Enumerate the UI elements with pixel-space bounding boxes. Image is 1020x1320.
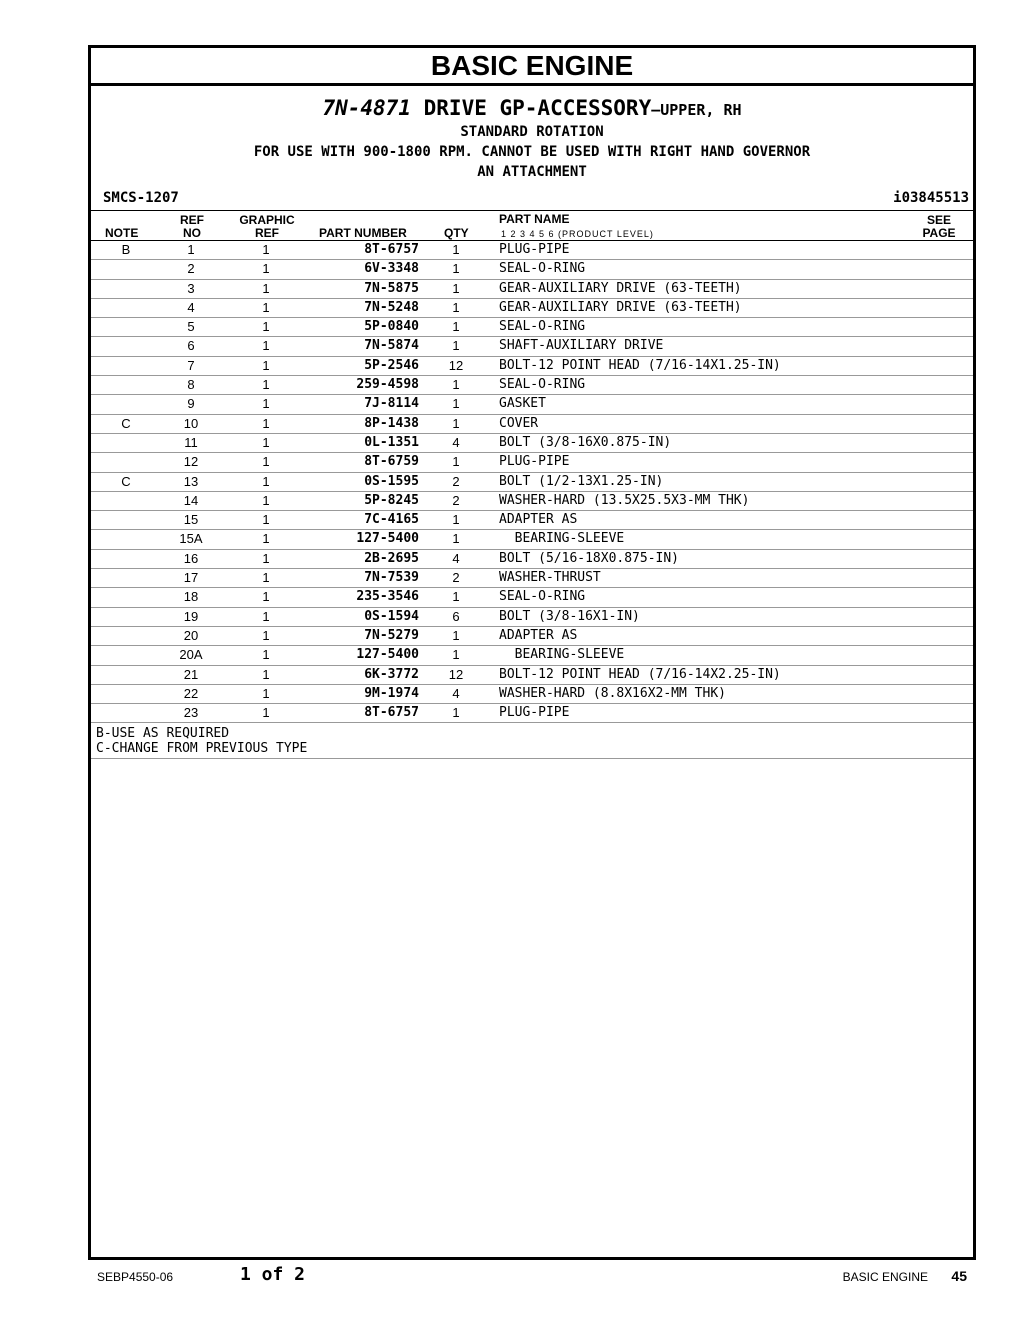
part-name: BOLT (3/8-16X1-IN) — [499, 608, 640, 624]
part-number: 8T-6757 — [364, 242, 419, 257]
ref-no: 9 — [187, 396, 195, 412]
table-row — [91, 704, 973, 723]
part-number: 0S-1595 — [364, 473, 419, 489]
part-number: 9M-1974 — [364, 685, 419, 701]
col-graphic-bottom: REF — [255, 226, 279, 240]
page-footer — [0, 1262, 1020, 1292]
note-c: C-CHANGE FROM PREVIOUS TYPE — [96, 741, 308, 757]
ref-no: 8 — [187, 377, 195, 393]
ref-no: 6 — [187, 338, 195, 354]
ref-no: 14 — [183, 492, 199, 508]
parts-table-body — [91, 241, 973, 723]
quantity: 4 — [452, 685, 460, 701]
row-note: C — [121, 415, 131, 431]
part-number: 7J-8114 — [364, 396, 419, 412]
part-number: 7N-5279 — [364, 627, 419, 643]
page-number: 45 — [951, 1268, 967, 1284]
ref-no: 12 — [183, 454, 199, 470]
part-name: GASKET — [499, 396, 546, 412]
table-row — [91, 395, 973, 414]
ref-no: 11 — [184, 434, 198, 450]
graphic-ref: 1 — [262, 492, 270, 508]
ref-no: 20 — [183, 627, 199, 643]
graphic-ref: 1 — [262, 570, 270, 586]
part-number: 259-4598 — [356, 377, 419, 393]
col-note: NOTE — [105, 226, 139, 240]
ref-no: 7 — [187, 357, 195, 373]
graphic-ref: 1 — [262, 550, 270, 566]
part-name: BOLT-12 POINT HEAD (7/16-14X2.25-IN) — [499, 666, 781, 682]
quantity: 1 — [452, 319, 460, 335]
graphic-ref: 1 — [262, 705, 270, 721]
quantity: 1 — [452, 261, 460, 277]
part-name: WASHER-HARD (8.8X16X2-MM THK) — [499, 685, 726, 701]
part-name: ADAPTER AS — [499, 627, 578, 643]
table-row — [91, 376, 973, 395]
table-header — [91, 211, 973, 241]
ref-no: 4 — [187, 299, 195, 315]
ref-no: 15 — [183, 512, 199, 528]
ref-no: 20A — [179, 647, 203, 663]
col-ref-bottom: NO — [183, 226, 201, 240]
group-name-suffix: —UPPER, RH — [651, 101, 742, 119]
part-number: 5P-8245 — [364, 492, 419, 508]
table-row — [91, 453, 973, 472]
graphic-ref: 1 — [262, 666, 270, 682]
section-banner: BASIC ENGINE — [91, 48, 973, 86]
part-number: 6V-3348 — [364, 261, 419, 277]
part-name: BOLT (3/8-16X0.875-IN) — [499, 434, 672, 450]
table-row — [91, 241, 973, 260]
title-line-2: FOR USE WITH 900-1800 RPM. CANNOT BE USED WITH RIGHT HAND GOVERNOR — [253, 144, 811, 160]
part-number: 7N-7539 — [364, 570, 419, 586]
graphic-ref: 1 — [262, 280, 270, 296]
table-row — [91, 608, 973, 627]
table-row — [91, 627, 973, 646]
page-of: 1 of 2 — [240, 1264, 306, 1285]
group-title — [91, 96, 973, 122]
table-row — [91, 646, 973, 665]
part-number: 7N-5874 — [364, 338, 419, 354]
table-row — [91, 434, 973, 453]
quantity: 2 — [452, 492, 460, 508]
quantity: 4 — [452, 550, 460, 566]
ref-no: 15A — [179, 531, 203, 547]
quantity: 1 — [452, 589, 460, 605]
part-name: PLUG-PIPE — [499, 242, 570, 257]
part-number: 8P-1438 — [364, 415, 419, 431]
ref-no: 21 — [183, 666, 199, 682]
table-row — [91, 569, 973, 588]
part-number: 5P-2546 — [364, 357, 419, 373]
row-note: C — [121, 473, 131, 489]
part-number: 6K-3772 — [364, 666, 419, 682]
part-name: SEAL-O-RING — [499, 377, 586, 393]
table-row — [91, 415, 973, 434]
note-b: B-USE AS REQUIRED — [96, 726, 230, 742]
row-note: B — [121, 242, 131, 257]
ref-no: 3 — [187, 280, 195, 296]
table-row — [91, 473, 973, 492]
part-number: 5P-0840 — [364, 319, 419, 335]
col-part-name: PART NAME — [499, 212, 570, 226]
table-row — [91, 492, 973, 511]
quantity: 2 — [452, 473, 460, 489]
part-name: GEAR-AUXILIARY DRIVE (63-TEETH) — [499, 280, 742, 296]
graphic-ref: 1 — [262, 627, 270, 643]
part-number: 7C-4165 — [364, 512, 419, 528]
graphic-ref: 1 — [262, 434, 270, 450]
quantity: 4 — [452, 434, 460, 450]
table-row — [91, 685, 973, 704]
graphic-ref: 1 — [262, 415, 270, 431]
title-line-3: AN ATTACHMENT — [477, 164, 587, 180]
ref-no: 17 — [183, 570, 199, 586]
table-row — [91, 588, 973, 607]
smcs-code: SMCS-1207 — [103, 190, 179, 206]
ref-no: 16 — [183, 550, 199, 566]
parts-page-frame — [88, 45, 976, 1260]
graphic-ref: 1 — [262, 512, 270, 528]
table-row — [91, 260, 973, 279]
table-row — [91, 666, 973, 685]
quantity: 12 — [448, 357, 464, 373]
table-row — [91, 550, 973, 569]
ref-no: 5 — [187, 319, 195, 335]
part-name: WASHER-HARD (13.5X25.5X3-MM THK) — [499, 492, 750, 508]
quantity: 6 — [452, 608, 460, 624]
ref-no: 2 — [187, 261, 195, 277]
table-row — [91, 280, 973, 299]
graphic-ref: 1 — [262, 589, 270, 605]
quantity: 1 — [452, 377, 460, 393]
part-name: BOLT (5/16-18X0.875-IN) — [499, 550, 680, 566]
part-name: SEAL-O-RING — [499, 319, 586, 335]
graphic-ref: 1 — [262, 242, 270, 257]
part-number: 127-5400 — [356, 647, 419, 663]
footer-section: BASIC ENGINE — [842, 1270, 928, 1284]
group-name: DRIVE GP-ACCESSORY — [423, 96, 652, 120]
graphic-ref: 1 — [262, 608, 270, 624]
ref-no: 22 — [183, 685, 199, 701]
title-block — [91, 96, 973, 182]
graphic-ref: 1 — [262, 396, 270, 412]
col-graphic-top: GRAPHIC — [239, 213, 295, 227]
part-name: PLUG-PIPE — [499, 454, 570, 470]
part-number: 0L-1351 — [364, 434, 419, 450]
part-name: ADAPTER AS — [499, 512, 578, 528]
ref-no: 19 — [183, 608, 199, 624]
part-number: 127-5400 — [356, 531, 419, 547]
ref-no: 10 — [183, 415, 199, 431]
part-name: PLUG-PIPE — [499, 705, 570, 721]
part-name: BEARING-SLEEVE — [499, 531, 625, 547]
part-number: 2B-2695 — [364, 550, 419, 566]
col-qty: QTY — [444, 226, 469, 240]
graphic-ref: 1 — [262, 357, 270, 373]
graphic-ref: 1 — [262, 261, 270, 277]
illustration-ref: i03845513 — [893, 190, 969, 206]
table-row — [91, 337, 973, 356]
part-name: WASHER-THRUST — [499, 570, 601, 586]
part-number: 235-3546 — [356, 589, 419, 605]
quantity: 1 — [452, 338, 460, 354]
part-name: BEARING-SLEEVE — [499, 647, 625, 663]
table-row — [91, 511, 973, 530]
table-row — [91, 530, 973, 549]
graphic-ref: 1 — [262, 647, 270, 663]
quantity: 1 — [452, 280, 460, 296]
quantity: 1 — [452, 705, 460, 721]
part-name: BOLT-12 POINT HEAD (7/16-14X1.25-IN) — [499, 357, 781, 373]
graphic-ref: 1 — [262, 454, 270, 470]
quantity: 1 — [452, 512, 460, 528]
graphic-ref: 1 — [262, 299, 270, 315]
table-row — [91, 299, 973, 318]
quantity: 1 — [452, 627, 460, 643]
part-name: COVER — [499, 415, 539, 431]
part-name: SEAL-O-RING — [499, 261, 586, 277]
graphic-ref: 1 — [262, 377, 270, 393]
smcs-row — [91, 188, 973, 211]
graphic-ref: 1 — [262, 473, 270, 489]
quantity: 2 — [452, 570, 460, 586]
document-id: SEBP4550-06 — [97, 1270, 174, 1284]
quantity: 12 — [448, 666, 464, 682]
part-name: SEAL-O-RING — [499, 589, 586, 605]
table-row — [91, 318, 973, 337]
graphic-ref: 1 — [262, 338, 270, 354]
part-number: 8T-6757 — [364, 705, 419, 721]
part-name: SHAFT-AUXILIARY DRIVE — [499, 338, 664, 354]
quantity: 1 — [452, 647, 460, 663]
table-row — [91, 357, 973, 376]
ref-no: 13 — [183, 473, 199, 489]
quantity: 1 — [452, 299, 460, 315]
col-see-top: SEE — [926, 213, 951, 227]
part-number: 7N-5875 — [364, 280, 419, 296]
quantity: 1 — [452, 396, 460, 412]
part-number: 7N-5248 — [364, 299, 419, 315]
ref-no: 1 — [187, 242, 195, 257]
notes-block — [91, 723, 973, 759]
col-product-levels: 1 2 3 4 5 6 (PRODUCT LEVEL) — [501, 229, 654, 239]
part-name: BOLT (1/2-13X1.25-IN) — [499, 473, 664, 489]
group-part-number: 7N-4871 — [322, 96, 411, 120]
quantity: 1 — [452, 531, 460, 547]
col-ref-top: REF — [180, 213, 204, 227]
col-part-number: PART NUMBER — [319, 226, 407, 240]
graphic-ref: 1 — [262, 319, 270, 335]
part-number: 8T-6759 — [364, 454, 419, 470]
ref-no: 18 — [183, 589, 199, 605]
quantity: 1 — [452, 415, 460, 431]
part-number: 0S-1594 — [364, 608, 419, 624]
quantity: 1 — [452, 242, 460, 257]
graphic-ref: 1 — [262, 531, 270, 547]
quantity: 1 — [452, 454, 460, 470]
title-line-1: STANDARD ROTATION — [460, 124, 604, 140]
part-name: GEAR-AUXILIARY DRIVE (63-TEETH) — [499, 299, 742, 315]
ref-no: 23 — [183, 705, 199, 721]
graphic-ref: 1 — [262, 685, 270, 701]
col-see-bottom: PAGE — [922, 226, 956, 240]
